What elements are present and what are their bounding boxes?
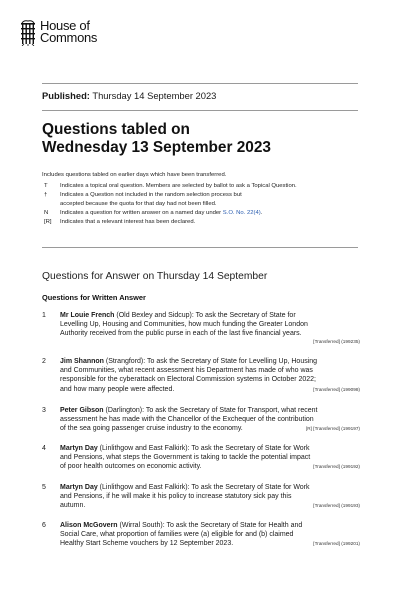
question-item <box>42 357 360 394</box>
question-text: To ask the Secretary of State for Work <box>191 484 310 491</box>
question-body <box>60 444 360 472</box>
legend-row <box>42 218 372 227</box>
question-item <box>42 311 360 345</box>
question-text: and how many people were affected. <box>60 385 175 393</box>
legend-key: [R] <box>44 219 52 225</box>
question-text: To ask the Secretary of State for Work <box>191 445 310 452</box>
question-line <box>60 462 360 471</box>
question-text: of the sea going passenger cruise industry to the economy. <box>60 425 243 433</box>
question-body <box>60 406 360 434</box>
question-item <box>42 521 360 549</box>
transfer-tag: [Transferred] (199235) <box>313 338 360 344</box>
question-text: of poor health outcomes on economic activity. <box>60 463 202 471</box>
legend-row <box>42 182 372 191</box>
question-line: Social Care, what proportion of families were (a) eligible for and (b) claimed <box>60 531 294 539</box>
question-line <box>60 385 360 394</box>
question-line: and Pensions, if he will make it his policy to increase statutory sick pay this <box>60 493 292 501</box>
question-line: and Pensions, what steps the Government is taking to tackle the potential impact <box>60 454 311 462</box>
legend-text: accepted because the quota for that day had not been filled. <box>60 201 217 207</box>
legend-key: T <box>44 183 48 189</box>
question-line <box>60 311 360 320</box>
sub-heading: Questions for Written Answer <box>42 293 146 302</box>
transfer-tag: [Transferred] (199193) <box>313 503 360 509</box>
legend <box>42 182 372 227</box>
constituency: (Strangford): <box>103 358 148 365</box>
constituency: (Darlington): <box>103 407 146 414</box>
question-item <box>42 406 360 434</box>
section-divider <box>42 247 358 248</box>
member-name: Martyn Day <box>60 445 98 452</box>
question-line <box>60 424 360 433</box>
question-text: autumn. <box>60 502 86 510</box>
constituency: (Linlithgow and East Falkirk): <box>97 445 192 452</box>
question-line <box>60 501 360 510</box>
question-text: Healthy Start Scheme vouchers by 12 September 2023. <box>60 540 234 548</box>
question-line: and Communities, what recent assessment his Department has made of who was <box>60 367 313 375</box>
section-heading: Questions for Answer on Thursday 14 September <box>42 271 268 282</box>
question-text: To ask the Secretary of State for Transport, what recent <box>145 407 318 414</box>
question-number: 5 <box>42 484 46 491</box>
page-title <box>42 121 271 157</box>
question-body <box>60 521 360 549</box>
question-text: To ask the Secretary of State for <box>195 312 296 319</box>
legend-key: N <box>44 210 49 216</box>
legend-text: Indicates a topical oral question. Members are selected by ballot to ask a Topical Question. <box>60 183 297 189</box>
logo-wordmark <box>40 20 97 44</box>
transfer-tag: [R] [Transferred] (199197) <box>305 426 360 432</box>
published-line <box>42 90 216 101</box>
question-text: To ask the Secretary of State for Health and <box>166 522 303 529</box>
question-item <box>42 444 360 472</box>
page-title-line-2: Wednesday 13 September 2023 <box>42 139 271 156</box>
published-divider <box>42 110 358 111</box>
standing-order-link[interactable]: S.O. No. 22(4) <box>222 210 261 216</box>
legend-text: Indicates a Question not included in the random selection process but <box>60 192 242 198</box>
question-line <box>60 357 360 366</box>
legend-key: † <box>44 192 48 198</box>
constituency: (Wirral South): <box>117 522 167 529</box>
legend-key <box>42 200 60 209</box>
legend-text-part: Indicates a question for written answer on a named day under <box>60 210 223 216</box>
top-divider <box>42 83 358 84</box>
page-title-line-1: Questions tabled on <box>42 121 190 138</box>
question-line <box>60 483 360 492</box>
transfer-tag: [Transferred] (199098) <box>313 386 360 392</box>
transfer-tag: [Transferred] (199201) <box>313 541 360 547</box>
portcullis-icon <box>20 20 36 46</box>
published-date: Thursday 14 September 2023 <box>92 90 217 101</box>
transfer-tag: [Transferred] (199192) <box>313 464 360 470</box>
question-text: To ask the Secretary of State for Levelling Up, Housing <box>147 358 318 365</box>
legend-text-end: . <box>260 210 263 216</box>
house-of-commons-logo <box>20 20 97 46</box>
legend-row <box>42 191 372 200</box>
legend-text: Indicates that a relevant interest has been declared. <box>60 219 196 225</box>
question-line: responsible for the cyberattack on Electoral Commission systems in October 2022; <box>60 376 317 384</box>
member-name: Mr Louie French <box>60 312 115 319</box>
question-line: assessment he has made with the Chancellor of the Exchequer of the contribution <box>60 416 314 424</box>
question-line: Levelling Up, Housing and Communities, how much funding the Greater London <box>60 321 308 329</box>
constituency: (Old Bexley and Sidcup): <box>114 312 196 319</box>
question-body <box>60 311 360 345</box>
logo-line-2: Commons <box>40 30 98 45</box>
question-line <box>60 521 360 530</box>
question-body <box>60 483 360 511</box>
logo-line-1: House of <box>40 18 90 33</box>
question-number: 2 <box>42 358 46 365</box>
published-label: Published: <box>42 90 90 101</box>
legend-row <box>42 200 372 209</box>
question-number: 1 <box>42 312 46 319</box>
question-line <box>60 539 360 548</box>
question-item <box>42 483 360 511</box>
member-name: Alison McGovern <box>60 522 118 529</box>
question-line <box>60 444 360 453</box>
question-line: Authority received from the public purse in each of the last five financial years. <box>60 330 302 338</box>
member-name: Martyn Day <box>60 484 98 491</box>
question-line <box>60 406 360 415</box>
legend-text <box>60 209 262 218</box>
question-body <box>60 357 360 394</box>
constituency: (Linlithgow and East Falkirk): <box>97 484 192 491</box>
question-number: 4 <box>42 445 46 452</box>
member-name: Peter Gibson <box>60 407 104 414</box>
intro-note: Includes questions tabled on earlier days which have been transferred. <box>42 172 227 178</box>
question-number: 3 <box>42 407 46 414</box>
member-name: Jim Shannon <box>60 358 104 365</box>
question-number: 6 <box>42 522 46 529</box>
legend-row <box>42 209 372 218</box>
